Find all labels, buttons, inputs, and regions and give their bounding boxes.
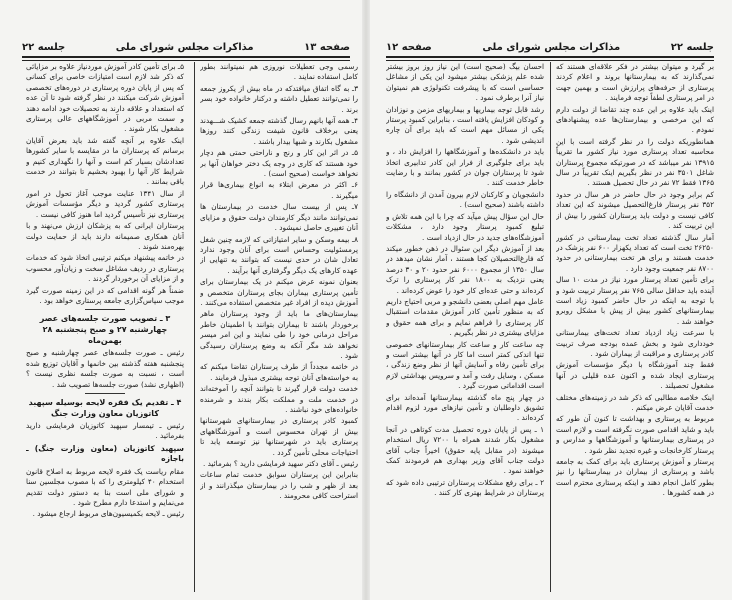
paragraph: ضمناً هر گونه اقدامی که در این زمینه صورت گیرد موجب سپاس‌گزاری جامعه پرستاری خواهد بود . [26, 285, 184, 305]
paragraph: ۲ ـ برای رفع مشکلات پرستاران ترتیبی داده شود که پرستاران در شرایط بهتری کار کنند . [386, 477, 544, 498]
paragraph: اینک باید علاوه بر این عده چند تقاضا از دولت دارم که این مرخصی و بیمارستان‌ها عده پیشنهادهای نمودم . [556, 104, 714, 135]
right-journal-title: مذاکرات مجلس شورای ملی [482, 41, 621, 53]
left-journal-title: مذاکرات مجلس شورای ملی [115, 41, 254, 53]
paragraph: رئیس ـ لایحه بکمیسیون‌های مربوط ارجاع میشود . [32, 509, 184, 519]
paragraph: اینک خلاصه مطالبی که ذکر شد در زمینه‌های مختلف خدمت آقایان عرض میکنم . [556, 392, 714, 412]
paragraph: بعنوان نمونه عرض میکنم در یک بیمارستان برای تأمین پرستاری بیماران بجای پرستاران متخصص و آموزش دیده از افراد غیر متخصص استفاده می‌کنند . [200, 277, 358, 307]
right-header-rule [386, 56, 714, 61]
right-page-number: صفحه ۱۲ [386, 41, 432, 53]
paragraph: اینک علاوه بر آنچه گفته شد باید بعرض آقایان برسانم که پرستاران ما در مقایسه با سایر کشورها تعدادشان بسیار کم است و آنها را نگهداری کنیم و شرایط کار آنها را بهبود بخشیم تا بتوانند در خدمت باقی بمانند . [26, 135, 184, 187]
left-column-divider [194, 62, 195, 592]
right-page-right-column [556, 62, 714, 500]
right-session-number: جلسه ۲۲ [670, 41, 714, 53]
paragraph: با سرعت زیاد ازدیاد تعداد تخت‌های بیمارستانی خودداری شود و بخش عمده بودجه صرف تربیت کادر پرستاری و مراقبت از بیماران شود . [556, 328, 714, 358]
paragraph: پرستار و آموزش پرستاری باید برای کمک به جامعه باشد و پرستاری از بیماران در بیمارستانها را نیز بطور کامل انجام دهند و اینکه پرستاری محترم است در همه کشورها . [556, 457, 714, 498]
paragraph: در خاتمه مجدداً از طرف پرستاران تقاضا میکنم که به خواسته‌های آنان توجه بیشتری مبذول فرمایند . [200, 362, 358, 382]
right-running-header [386, 40, 714, 54]
paragraph: همانطوریکه دولت را در نظر گرفته است با این محاسبه تعداد پرستاری مورد نیاز کشور ما تقریباً ۱۳۹۱۵ نفر میباشد که در صورتیکه مجموع پرستاران شاغل ۳۵۰۱ نفر در نظر بگیریم اینک تقریباً در سال ۱۳۶۵ فقط ۷۲ نفر در حال تحصیل هستند . [556, 136, 714, 188]
paragraph: بنابراین این پرستاران سوابق خدمت تمام ساعات بعد از ظهر و شب را در بیمارستان میگذرانند و از استراحت کافی محرومند . [200, 470, 358, 501]
paragraph: مربوط به پرستاری و بهداشت تا کنون آن طور که باید و شاید اقدامی صورت نگرفته است و لازم است در پرستاری بیمارستانها و آموزشگاهها و مدارس و پرستار کارخانجات و غیره تجدید نظر شود . [556, 414, 714, 455]
paragraph: عامل مهم اصلی بعضی دانشجو و مربی احتیاج داریم که به منظور تأمین کادر آموزش مقدمات استقبال کار پرستاری را فراهم نمایم و برای همه حقوق و مزایای بیشتری در نظر بگیریم . [386, 296, 544, 338]
section-heading: ۳ ـ تصویب صورت جلسه‌های عصر چهارشنبه ۲۷ و صبح پنجشنبه ۲۸ بهمن‌ماه [39, 314, 171, 346]
paragraph: ۳ـ به گاه اتفاق میافتدکه در ماه بیش از یکروز جمعه را نمی‌توانند تعطیل داشته و درکنار خانواده خود بسر برند . [200, 83, 358, 114]
paragraph: رشد قابل توجه بیماریها و بیماریهای مزمن و نوزادان و کودکان افزایش یافته است ، بنابراین کمبود پرستار یکی از مسائل مهم است که باید برای آن چاره اندیشی شود . [386, 104, 544, 145]
paragraph: برای تأمین تعداد پرستار مورد نیاز در مدت ۱۰ سال آینده باید حداقل سالی ۷۶۵ نفر پرستار تربیت شود و با توجه به اینکه در حال حاضر کمبود زیاد است بیمارستانهای کشور بیش از پیش با مشکل روبرو خواهند شد . [556, 275, 714, 326]
paragraph: چه ساعت کار و ساعت کار بیمارستانهای خصوصی تنها اندکی کمتر است اما کار در آنها بیشتر است و برای تأمین رفاه و آسایش آنها از نظر وضع زندگی ، مسکن ، وسایل رفت و آمد و سرویس بهداشتی لازم است اقداماتی صورت گیرد . [386, 339, 544, 391]
left-page-number: صفحه ۱۳ [304, 41, 350, 53]
paragraph: در چهار پنج ماه گذشته بیمارستانها آمده‌اند برای تشویق داوطلبان و تأمین نیازهای مورد لزوم اقدام کرده‌اند . [386, 392, 544, 423]
left-session-number: جلسه ۲۲ [22, 41, 66, 53]
paragraph: باید در دانشکده‌ها و آموزشگاهها را افزایش داد ، و باید برای جلوگیری از فرار این کادر تدابیری اتخاذ شود تا پرستاران جوان در کشور بمانند و با رضایت خاطر خدمت کنند . [386, 147, 544, 188]
paragraph: رئیس ـ صورت جلسه‌های عصر چهارشنبه و صبح پنجشنبه هفته گذشته بین خانمها و آقایان توزیع شده است ، نسبت به صورت جلسه نظری نیست ؟ (اظهاری نشد) صورت جلسه‌ها تصویب شد . [26, 348, 184, 389]
right-page [366, 0, 732, 600]
paragraph: رسمی وجی تعطیلات نوروزی هم نمیتوانند بطور کامل استفاده نمایند . [200, 62, 358, 82]
paragraph: احسان بیگ (صحیح است) این نیاز روز بروز بیشتر شده علم پزشکی بیشتر میشود این یکی از مشاغل حساسی است که با پیشرفت تکنولوژی هم نمیتوان نیاز آنرا برطرف نمود . [386, 62, 544, 103]
paragraph: ۶ـ اکثر در معرض ابتلاء به انواع بیماری‌ها قرار میگیرند . [200, 180, 358, 200]
left-page-left-column [26, 62, 184, 521]
paragraph: از سال ۱۳۴۱ عنایت موجب آغاز تحول در امور پرستاری کشور گردید و دیگر مؤسسات آموزش پرستاری نیز تأسیس گردید اما هنوز کافی نیست . [26, 188, 184, 219]
paragraph: بیمارستان‌های ما باید از وجود پرستاران ماهر برخوردار باشند تا بیماران بتوانند با اطمینان خاطر مراحل درمانی خود را طی نمایند و این امر میسر نخواهد شد مگر آنکه به وضع پرستاران رسیدگی شود . [200, 309, 358, 360]
left-running-header [22, 40, 350, 54]
paragraph: رئیس ـ تیمسار سپهبد کاتوزیان فرمایشی دارید بفرمائید . [26, 420, 184, 441]
section-divider [85, 393, 125, 394]
speaker-heading: سپهبد کاتوزیان (معاون وزارت جنگ) ـ باجازه [26, 443, 184, 464]
section-divider [85, 309, 125, 310]
right-column-divider [550, 62, 551, 592]
left-page-right-column [200, 62, 358, 503]
paragraph: فقط چند آموزشگاه با دیگر مؤسسات آموزش پرستاری ایجاد شده و اکنون عده قلیلی در آنها مشغول تحصیلند . [556, 360, 714, 391]
paragraph: دانشجویان و کارکنان لازم بیرون آمدن از دانشگاه را داشته باشند (صحیح است) . [386, 189, 544, 210]
paragraph: بر گیرد و میتوان بیشتر در فکر علاقه‌ای هستند که نمی‌گذارند که به بیمارستانها بروند و اعلام کردند پرستاری از حرفه‌های پرارزش است و بهمین جهت در امر پرستاری لطفاً توجه فرمایند . [556, 62, 714, 103]
paragraph: کمبود کادر پرستاری در بیمارستانهای شهرستانها بیش از تهران محسوس است و آموزشگاههای پرستاری باید در شهرستانها نیز توسعه یابد تا احتیاجات محلی تأمین گردد . [200, 416, 358, 457]
right-page-left-column [386, 62, 544, 500]
paragraph: در خاتمه پیشنهاد میکنم ترتیبی اتخاذ شود که خدمات پرستاری در ردیف مشاغل سخت و زیان‌آور محسوب و از مزایای آن برخوردار گردند . [26, 253, 184, 284]
paragraph: ۸ـ بیمه وسکن و سایر امتیازاتی که لازمه چنین شغل پرمسئولیت وحساس است برای آنان وجود ندارد تعادل شان در حدی نیست که بتوانند به تنهایی از عهده کارهای یک دیگر وگرفتاری آنها برآیند . [200, 234, 358, 275]
paragraph: بعد از آموزش دیگر این سئوال در ذهن خطور میکند که فارغ‌التحصیلان کجا هستند ، آمار نشان میدهد در سال ۱۳۵۰ از مجموع ۶۰۰۰ نفر حدود ۲۰ و ۳۰ درصد یعنی نزدیک به ۱۸۰۰ نفر کار پرستاری را ترک کرده‌اند و حتی عده‌ای کار خود را عوض کرده‌اند . [386, 243, 544, 295]
paragraph: مقام ریاست یک فقره لایحه مربوط به اصلاح قانون استخدام ۴۰ کیلومتری را که با مصوب مجلسین سنا و شورای ملی است بنا به دستور دولت تقدیم می‌نمایم و استدعا دارم مطرح شود . [26, 466, 184, 507]
paragraph: ۴ـ همه آنها بانهم‌ رسال گذشته جمعه‌ کشیک شـــهدند یعنی برخلاف قانون شیفت زندگی کنند روزها مشغول بکارند و شبها بیدار باشند . [200, 116, 358, 146]
paragraph: ۷ـ پس از بیست سال خدمت در بیمارستان ها نمی‌توانند مانند دیگر کارمندان دولت حقوق و مزایای آنان تغییری حاصل نمیشود . [200, 202, 358, 233]
paragraph: خدمت دولت قرار گیرند تا بتوانند آنچه را آموخته‌اند در خدمت ملت و مملکت بکار بندند و شرمنده خانواده‌های خود نباشند . [200, 384, 358, 414]
paragraph: ۵ـ برای تأمین کادر آموزش موردنیاز علاوه بر مزایائی که ذکر شد لازم است امتیازات خاصی برای کسانی که پس از پایان دوره پرستاری در دوره‌های تخصصی آموزش شرکت میکنند در نظر گرفته شود تا آن عده که استعداد و علاقه دارند به تحصیلات خود ادامه دهند و سمت مربی در آموزشگاههای عالی پرستاری مشغول بکار شوند . [26, 62, 184, 134]
paragraph: حال این سؤال پیش میآید که چرا با این همه تلاش و تبلیغ کمبود پرستار وجود دارد ، مشکلات آموزشگاه‌های جدید در حال ازدیاد است . [386, 211, 544, 242]
left-header-rule [22, 56, 350, 61]
paragraph: کم برابر وجود در حال حاضر در هر سال در حدود ۳۵۲ نفر پرستار فارغ‌التحصیل میشوند که این تعداد کافی نیست و دولت باید پرستاران کشور را بیش از این تربیت کند . [556, 189, 714, 231]
section-heading: ۴ ـ تقدیم یک فقره لایحه بوسیله سپهبد کاتوزیان معاون وزارت جنگ [28, 397, 182, 418]
paragraph: پرستاران ایرانی که به پزشکان ارزش می‌نهند و با آنان همکاری صمیمانه دارند باید از حمایت دولت بهره‌مند شوند . [26, 221, 184, 251]
paragraph: آمار سال گذشته تعداد تخت بیمارستانی در کشور ۲۶۲۵۰ تخت است که تعداد یکهزار ۶۰۰ نفر پزشک در خدمت هستند و برای هر تخت بیمارستانی در حدود ۸۷۰۰ نفر جمعیت وجود دارد . [556, 232, 714, 273]
paragraph: رئیس ـ آقای دکتر سهید فرمایشی دارید ؟ بفرمائید . [202, 459, 358, 469]
paragraph: ۱ ـ پس از پایان دوره تحصیل مدت کوتاهی در آنجا مشغول بکار شدند همراه با ۷۲۰۰ ریال استخدام میشوند (در مقابل پایه حقوق) اخیراً جناب آقای دولت جناب آقای وزیر بهداری هم فرمودند کمک خواهند نمود . [386, 424, 544, 476]
paragraph: ۵ـ در اثر این کار و رنج و ناراحتی حمتی هم دچار خود هستند که کاری در وجه یک دختر خواهان آنها بر نخواهد خواست (صحیح است) . [200, 148, 358, 179]
